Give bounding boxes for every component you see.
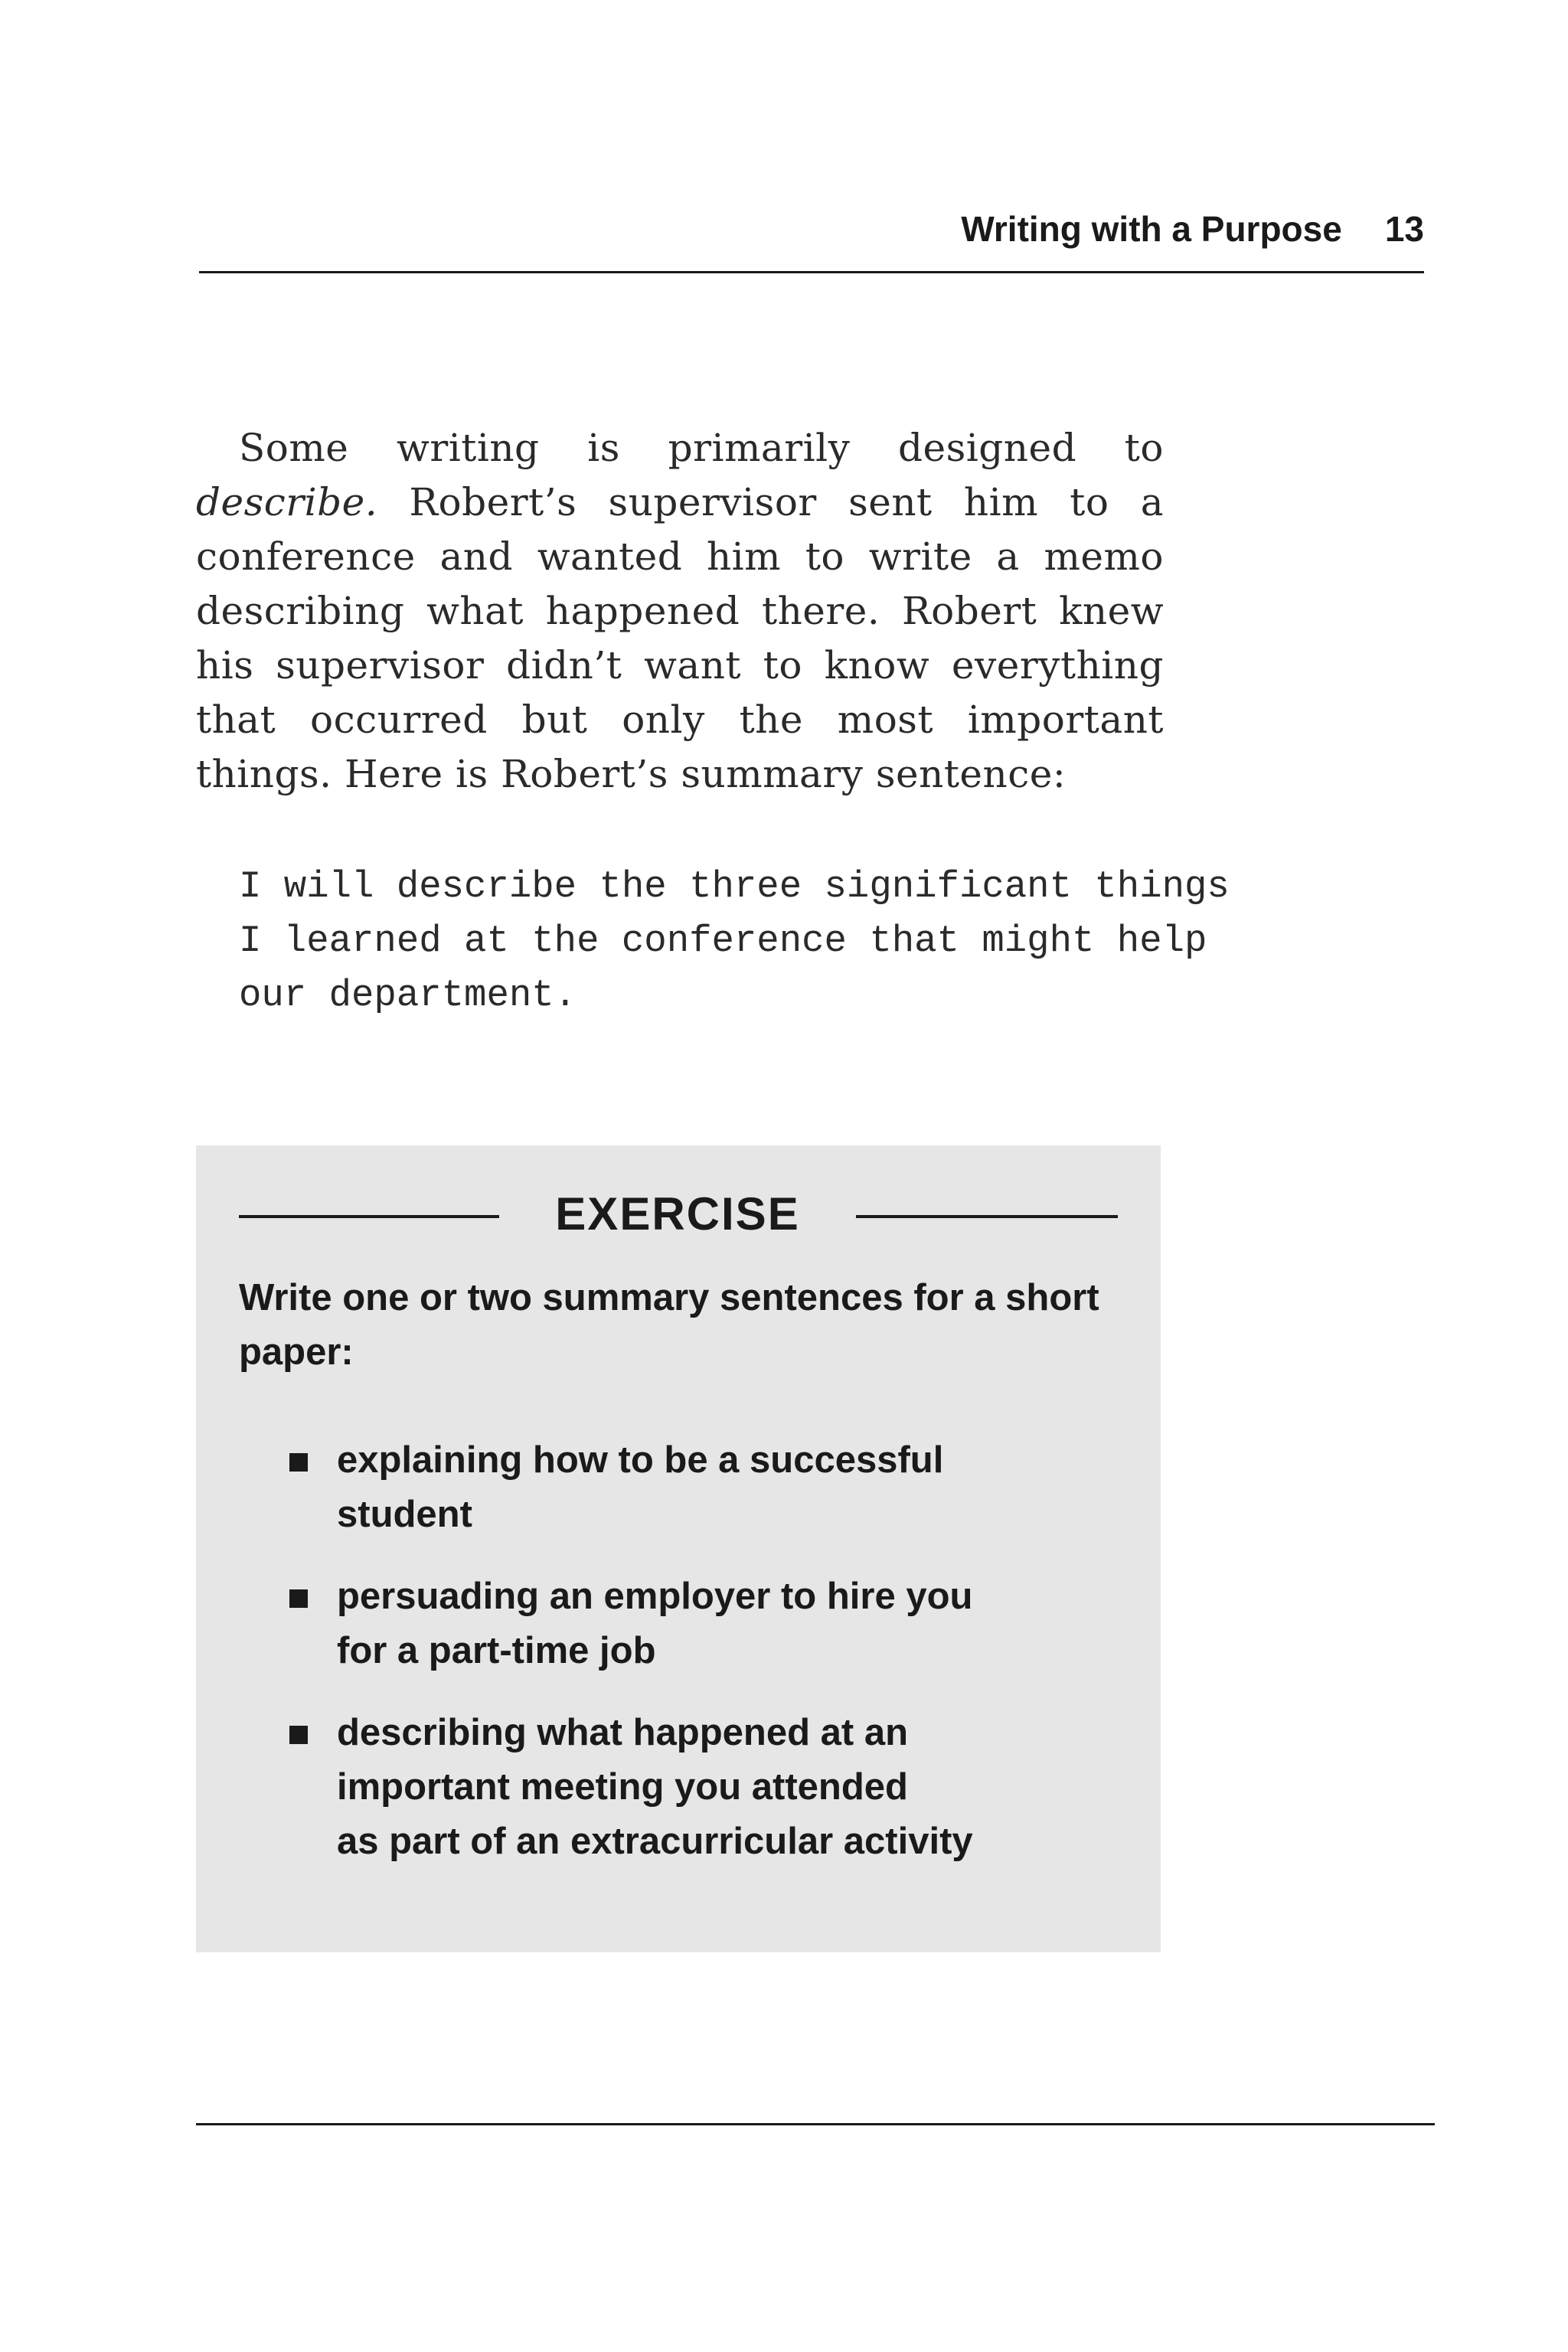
body-paragraph: [196, 421, 1164, 802]
exercise-intro: [239, 1271, 1127, 1380]
exercise-list: [283, 1433, 1125, 1896]
exercise-rule-left: [239, 1215, 499, 1218]
paragraph-emphasis: describe.: [196, 480, 378, 524]
list-item-line: as part of an extracurricular activity: [337, 1821, 973, 1862]
header-rule: [199, 271, 1424, 273]
paragraph-rest: Robert’s supervisor sent him to a conference and wanted him to write a memo describing what happened there. Robert knew his supervisor didn’t want to know everything that occurred but only the most important things. Here is Robert’s summary sentence:: [196, 480, 1164, 796]
body-text: [196, 421, 1164, 802]
list-item-line: for a part-time job: [337, 1630, 656, 1671]
square-bullet-icon: [289, 1453, 308, 1472]
summary-sentence-quote: [239, 860, 1230, 1023]
list-item: [283, 1433, 1125, 1542]
list-item-line: describing what happened at an: [337, 1712, 909, 1753]
exercise-title: EXERCISE: [555, 1188, 800, 1240]
square-bullet-icon: [289, 1589, 308, 1608]
list-item-line: student: [337, 1494, 472, 1535]
running-head: [199, 208, 1424, 270]
quote-line: I will describe the three significant things: [239, 865, 1230, 908]
footer-rule: [196, 2123, 1435, 2125]
page-number: 13: [1384, 209, 1424, 249]
running-head-title: Writing with a Purpose: [961, 209, 1342, 249]
list-item: [283, 1570, 1125, 1678]
quote-line: our department.: [239, 974, 577, 1017]
exercise-intro-line: Write one or two summary sentences for a: [239, 1277, 995, 1318]
list-item: [283, 1706, 1125, 1869]
list-item-line: persuading an employer to hire you: [337, 1576, 973, 1617]
exercise-intro-line: short paper:: [239, 1277, 1099, 1373]
paragraph-start: Some writing is primarily designed to: [239, 426, 1164, 470]
square-bullet-icon: [289, 1726, 308, 1744]
exercise-rule-right: [856, 1215, 1118, 1218]
list-item-line: important meeting you attended: [337, 1766, 908, 1808]
quote-line: I learned at the conference that might help: [239, 920, 1207, 962]
list-item-line: explaining how to be a successful: [337, 1439, 944, 1481]
